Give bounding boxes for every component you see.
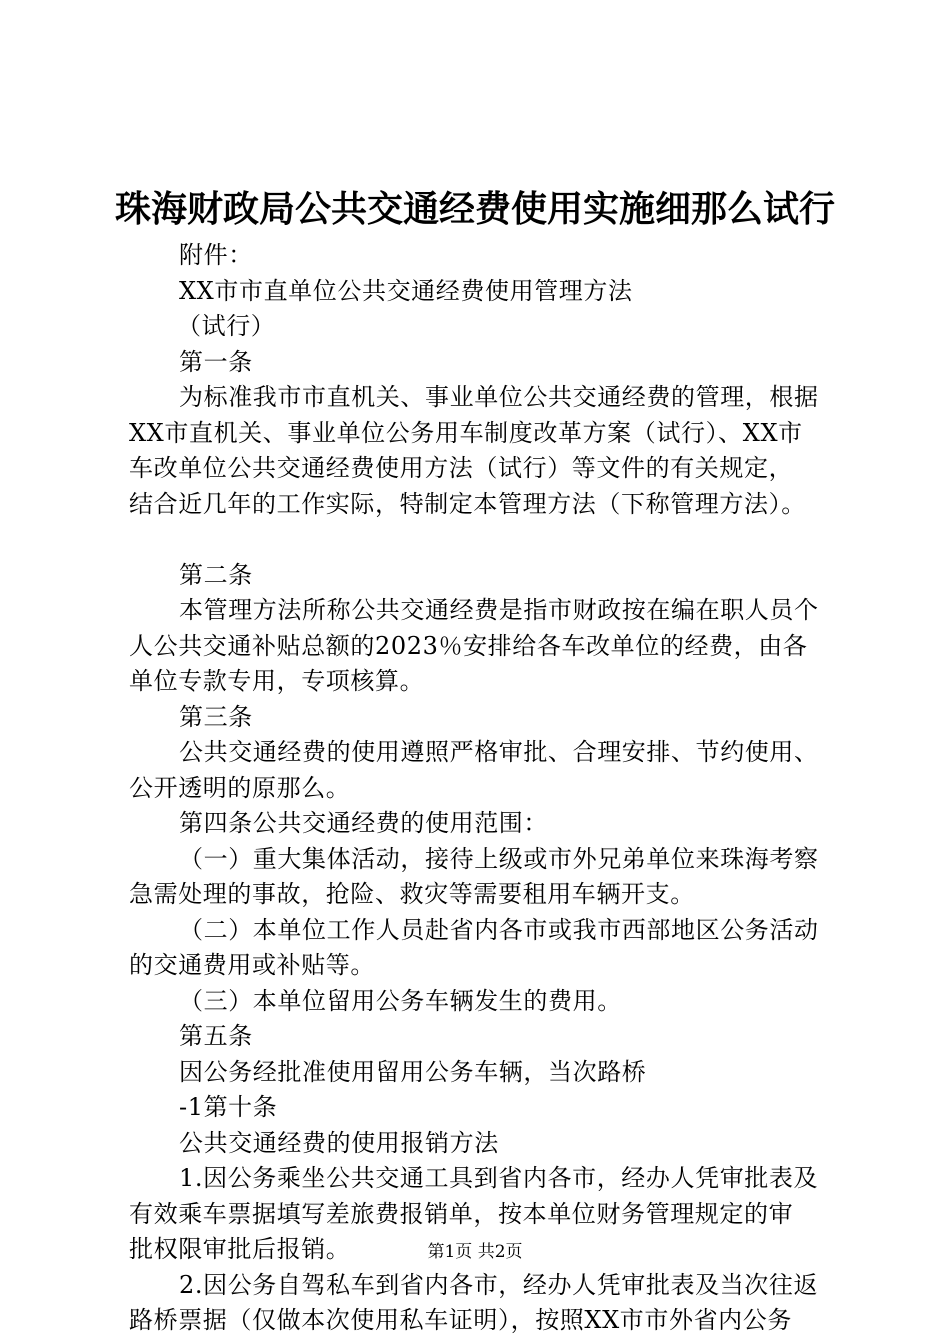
paragraph-line: 车改单位公共交通经费使用方法（试行）等文件的有关规定， bbox=[129, 454, 794, 482]
page-footer: 第1页 共2页 bbox=[427, 1242, 523, 1262]
blank-line bbox=[129, 522, 829, 558]
paragraph-line: （二）本单位工作人员赴省内各市或我市西部地区公务活动 bbox=[179, 915, 819, 944]
paragraph-line: （一）重大集体活动，接待上级或市外兄弟单位来珠海考察 bbox=[179, 844, 819, 873]
paragraph-line: 因公务经批准使用留用公务车辆，当次路桥 bbox=[179, 1057, 647, 1086]
paragraph-line: 批权限审批后报销。 bbox=[129, 1235, 351, 1263]
article-heading: 第二条 bbox=[179, 560, 253, 589]
paragraph-line: 的交通费用或补贴等。 bbox=[129, 951, 375, 979]
article-heading: 第三条 bbox=[179, 702, 253, 731]
paragraph-line: 有效乘车票据填写差旅费报销单，按本单位财务管理规定的审 bbox=[129, 1199, 794, 1228]
article-heading: 第一条 bbox=[179, 347, 253, 376]
paragraph-line: 公开透明的原那么。 bbox=[129, 773, 351, 802]
document-title: 珠海财政局公共交通经费使用实施细那么试行 bbox=[114, 188, 835, 230]
page-marker: -1第十条 bbox=[179, 1093, 278, 1121]
document-subtitle: XX市市直单位公共交通经费使用管理方法 bbox=[179, 276, 633, 305]
article-heading: 第四条公共交通经费的使用范围： bbox=[179, 809, 548, 837]
section-heading: 公共交通经费的使用报销方法 bbox=[179, 1128, 499, 1157]
paragraph-line: 为标准我市市直机关、事业单位公共交通经费的管理，根据 bbox=[179, 383, 819, 411]
paragraph-line: 公共交通经费的使用遵照严格审批、合理安排、节约使用、 bbox=[179, 738, 819, 766]
attachment-label: 附件： bbox=[179, 241, 253, 269]
paragraph-line: 本管理方法所称公共交通经费是指市财政按在编在职人员个 bbox=[179, 596, 819, 624]
trial-note: （试行） bbox=[177, 312, 276, 340]
paragraph-line: 人公共交通补贴总额的2023％安排给各车改单位的经费，由各 bbox=[129, 631, 808, 660]
paragraph-line: XX市直机关、事业单位公务用车制度改革方案（试行）、XX市 bbox=[129, 418, 803, 447]
paragraph-line: 路桥票据（仅做本次使用私车证明），按照XX市市外省内公务 bbox=[129, 1306, 792, 1334]
paragraph-line: 急需处理的事故，抢险、救灾等需要租用车辆开支。 bbox=[129, 880, 695, 908]
paragraph-line: 2.因公务自驾私车到省内各市，经办人凭审批表及当次往返 bbox=[179, 1270, 819, 1299]
paragraph-line: （三）本单位留用公务车辆发生的费用。 bbox=[179, 986, 622, 1015]
document-body bbox=[129, 238, 829, 1339]
paragraph-line: 单位专款专用，专项核算。 bbox=[129, 667, 425, 695]
article-heading: 第五条 bbox=[179, 1022, 253, 1050]
paragraph-line: 1.因公务乘坐公共交通工具到省内各市，经办人凭审批表及 bbox=[179, 1164, 819, 1192]
paragraph-line: 结合近几年的工作实际，特制定本管理方法（下称管理方法）。 bbox=[129, 489, 806, 518]
